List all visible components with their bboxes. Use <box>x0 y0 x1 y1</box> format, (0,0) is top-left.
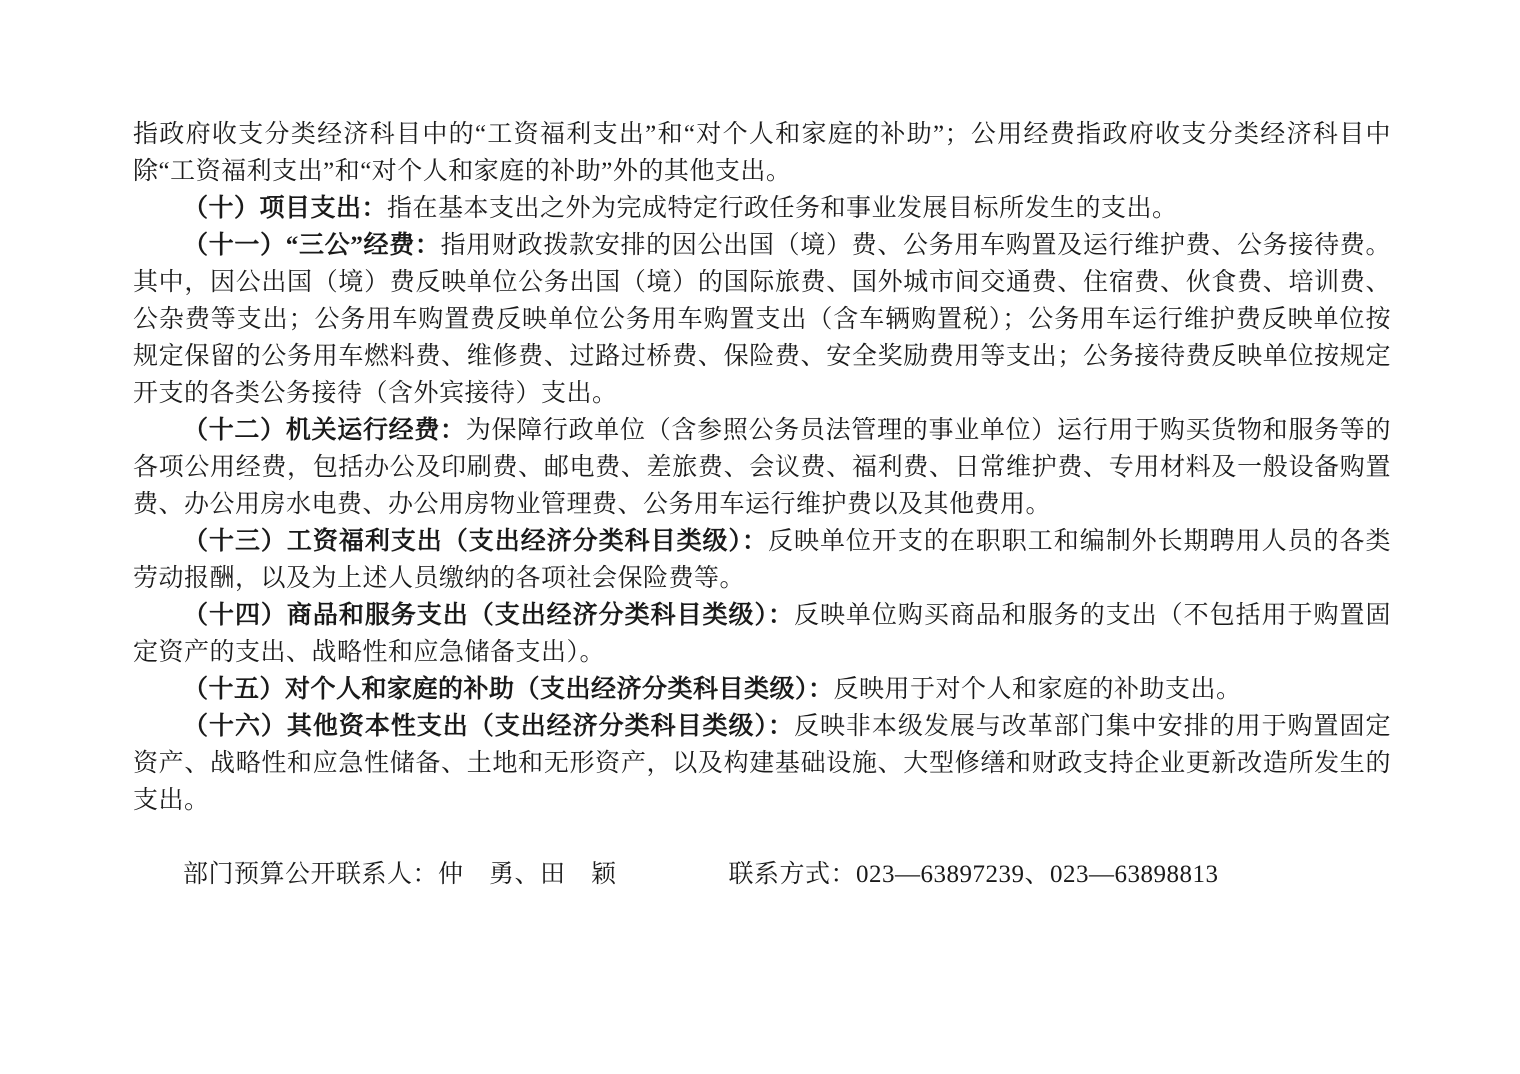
document-body <box>133 116 1391 893</box>
term-label: （十五）对个人和家庭的补助（支出经济分类科目类级）： <box>183 676 834 703</box>
paragraph-item-16-other-capital-expenditure <box>133 708 1391 819</box>
paragraph-item-13-wages-welfare <box>133 523 1391 597</box>
paragraph-item-10-project-expenditure <box>133 190 1391 227</box>
term-definition: 为保障行政单位（含参照公务员法管理的事业单位）运行用于购买货物和服务等的各项公用经费，包括办公及印刷费、邮电费、差旅费、会议费、福利费、日常维护费、专用材料及一般设备购置费、办公用房水电费、办公用房物业管理费、公务用车运行维护费以及其他费用。 <box>133 417 1391 518</box>
paragraph-item-12-agency-operating-funds <box>133 412 1391 523</box>
contact-line <box>133 856 1391 893</box>
term-definition: 指在基本支出之外为完成特定行政任务和事业发展目标所发生的支出。 <box>387 195 1178 222</box>
term-label: （十二）机关运行经费： <box>183 417 466 444</box>
term-definition: 反映单位购买商品和服务的支出（不包括用于购置固定资产的支出、战略性和应急储备支出）。 <box>133 602 1391 666</box>
term-definition: 反映用于对个人和家庭的补助支出。 <box>833 676 1242 703</box>
paragraph-item-11-three-public-funds <box>133 227 1391 412</box>
term-definition: 反映非本级发展与改革部门集中安排的用于购置固定资产、战略性和应急性储备、土地和无形资产，以及构建基础设施、大型修缮和财政支持企业更新改造所发生的支出。 <box>133 713 1391 814</box>
paragraph-text: 指政府收支分类经济科目中的“工资福利支出”和“对个人和家庭的补助”；公用经费指政府收支分类经济科目中除“工资福利支出”和“对个人和家庭的补助”外的其他支出。 <box>133 121 1391 185</box>
contact-method-value: 023—63897239、023—63898813 <box>856 861 1219 888</box>
term-definition: 指用财政拨款安排的因公出国（境）费、公务用车购置及运行维护费、公务接待费。其中，因公出国（境）费反映单位公务出国（境）的国际旅费、国外城市间交通费、住宿费、伙食费、培训费、公杂费等支出；公务用车购置费反映单位公务用车购置支出（含车辆购置税）；公务用车运行维护费反映单位按规定保留的公务用车燃料费、维修费、过路过桥费、保险费、安全奖励费用等支出；公务接待费反映单位按规定开支的各类公务接待（含外宾接待）支出。 <box>133 232 1391 407</box>
paragraph-item-15-subsidies-individuals-families <box>133 671 1391 708</box>
paragraph-basic-expense-continuation <box>133 116 1391 190</box>
contact-method-label: 联系方式： <box>728 861 857 888</box>
paragraph-item-14-goods-services <box>133 597 1391 671</box>
term-label: （十六）其他资本性支出（支出经济分类科目类级）： <box>183 713 794 740</box>
term-definition: 反映单位开支的在职职工和编制外长期聘用人员的各类劳动报酬，以及为上述人员缴纳的各项社会保险费等。 <box>133 528 1391 592</box>
term-label: （十）项目支出： <box>183 195 388 222</box>
term-label: （十四）商品和服务支出（支出经济分类科目类级）： <box>183 602 794 629</box>
term-label: （十三）工资福利支出（支出经济分类科目类级）： <box>183 528 768 555</box>
contact-person-label: 部门预算公开联系人： <box>183 861 439 888</box>
contact-person-names: 仲 勇、田 颖 <box>438 861 617 888</box>
term-label: （十一）“三公”经费： <box>183 232 441 259</box>
